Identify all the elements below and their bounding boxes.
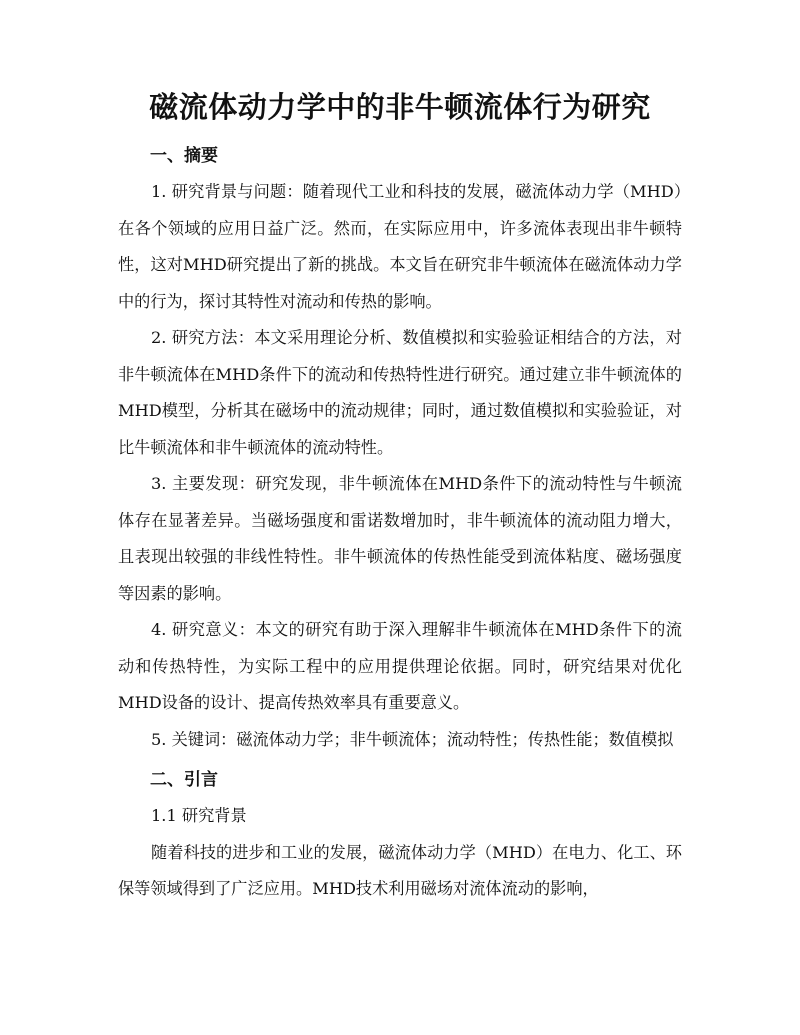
abstract-item-significance: 4. 研究意义：本文的研究有助于深入理解非牛顿流体在MHD条件下的流动和传热特性，为实际工程中的应用提供理论依据。同时，研究结果对优化MHD设备的设计、提高传热效率具有重要意义。 <box>118 620 682 712</box>
abstract-item-method: 2. 研究方法：本文采用理论分析、数值模拟和实验验证相结合的方法，对非牛顿流体在MHD条件下的流动和传热特性进行研究。通过建立非牛顿流体的MHD模型，分析其在磁场中的流动规律；同时，通过数值模拟和实验验证，对比牛顿流体和非牛顿流体的流动特性。 <box>118 328 682 457</box>
section-heading-introduction: 二、引言 <box>150 770 218 790</box>
abstract-item-findings: 3. 主要发现：研究发现，非牛顿流体在MHD条件下的流动特性与牛顿流体存在显著差异。当磁场强度和雷诺数增加时，非牛顿流体的流动阻力增大，且表现出较强的非线性特性。非牛顿流体的传热性能受到流体粘度、磁场强度等因素的影响。 <box>118 474 682 603</box>
introduction-paragraph: 随着科技的进步和工业的发展，磁流体动力学（MHD）在电力、化工、环保等领域得到了广泛应用。MHD技术利用磁场对流体流动的影响， <box>118 842 682 898</box>
section-heading-abstract: 一、摘要 <box>150 146 218 166</box>
document-title: 磁流体动力学中的非牛顿流体行为研究 <box>149 90 651 124</box>
subsection-heading-background: 1.1 研究背景 <box>151 806 247 825</box>
abstract-item-keywords: 5. 关键词：磁流体动力学；非牛顿流体；流动特性；传热性能；数值模拟 <box>151 729 674 749</box>
abstract-item-background: 1. 研究背景与问题：随着现代工业和科技的发展，磁流体动力学（MHD）在各个领域的应用日益广泛。然而，在实际应用中，许多流体表现出非牛顿特性，这对MHD研究提出了新的挑战。本文旨在研究非牛顿流体在磁流体动力学中的行为，探讨其特性对流动和传热的影响。 <box>118 182 682 311</box>
